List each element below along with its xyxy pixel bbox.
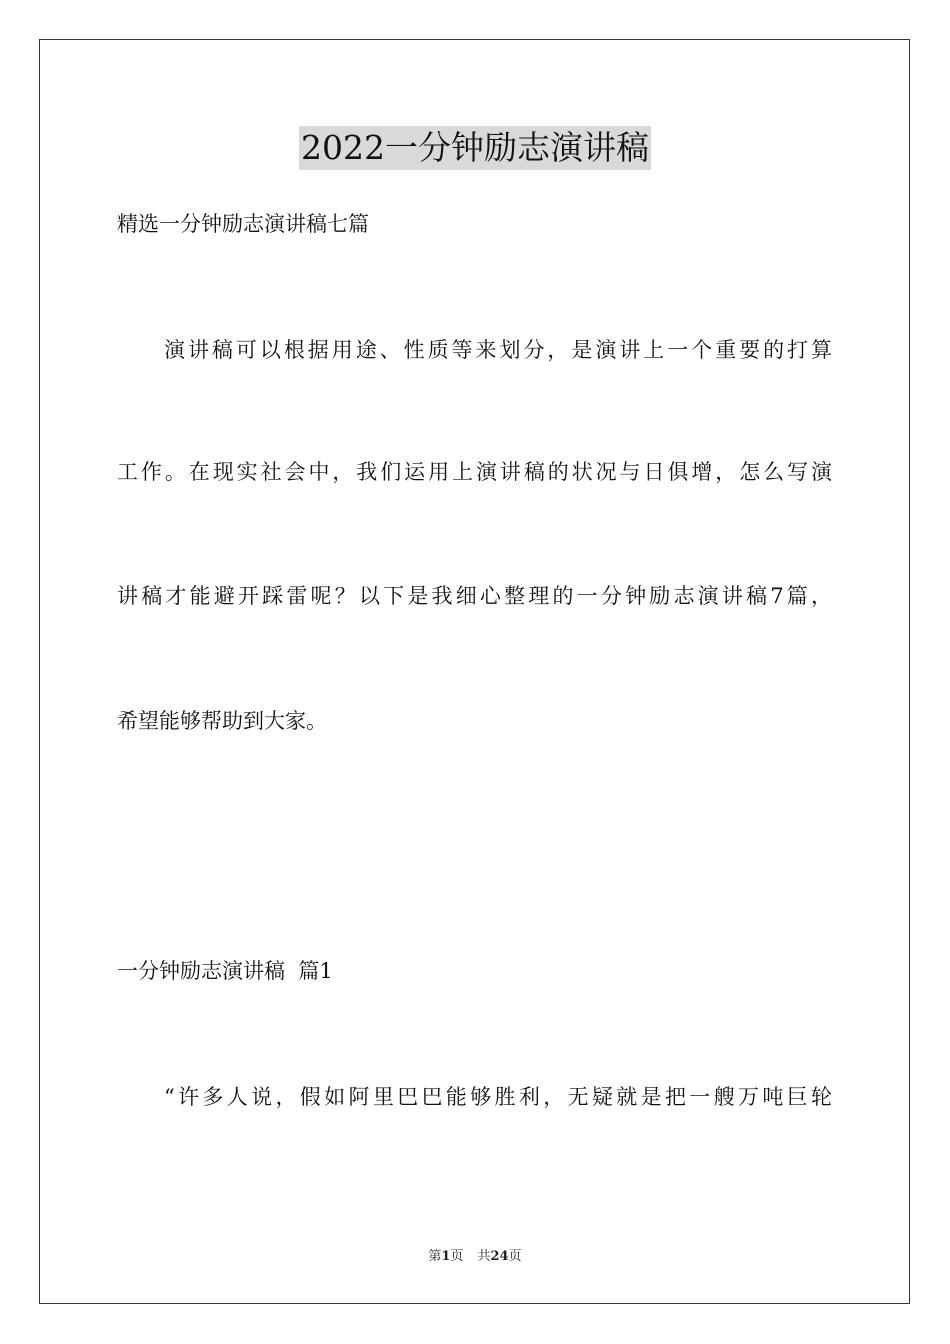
document-title-text: 2022一分钟励志演讲稿 [299,126,651,170]
footer-total-suffix: 页 [508,1249,522,1264]
subtitle: 精选一分钟励志演讲稿七篇 [117,212,369,236]
page-footer [0,1247,950,1267]
intro-line-1: 演讲稿可以根据用途、性质等来划分，是演讲上一个重要的打算 [164,338,832,362]
footer-total-prefix: 共 [477,1249,491,1264]
intro-line-3: 讲稿才能避开踩雷呢？以下是我细心整理的一分钟励志演讲稿7篇， [117,584,832,608]
section-heading: 一分钟励志演讲稿 篇1 [117,959,333,983]
intro-line-2: 工作。在现实社会中，我们运用上演讲稿的状况与日俱增，怎么写演 [117,460,832,484]
footer-page-suffix: 页 [450,1249,464,1264]
footer-total-number: 24 [490,1249,509,1264]
document-title [0,126,950,176]
intro-line-4: 希望能够帮助到大家。 [117,709,327,733]
footer-page-number: 1 [441,1249,451,1264]
footer-page-prefix: 第 [428,1249,442,1264]
section-line-1: “许多人说，假如阿里巴巴能够胜利，无疑就是把一艘万吨巨轮 [164,1085,832,1109]
